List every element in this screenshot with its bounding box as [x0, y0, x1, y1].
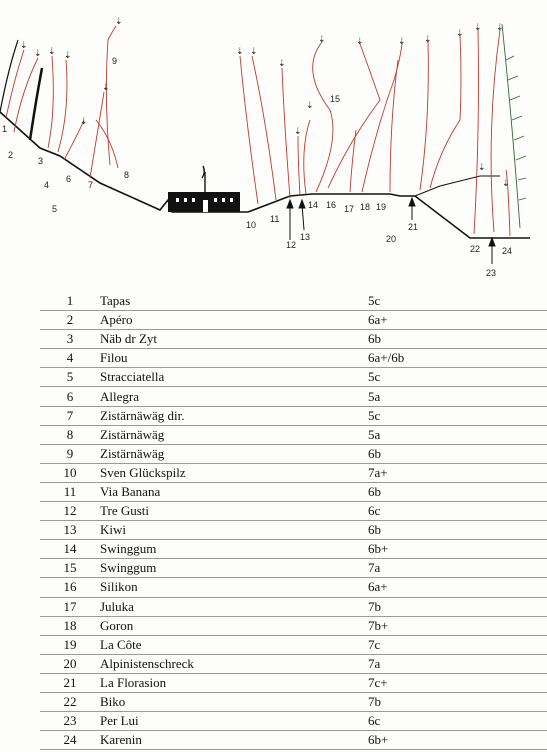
route-line-21 — [430, 36, 461, 188]
route-number: 10 — [40, 463, 100, 482]
route-grade: 6a+ — [368, 578, 547, 597]
topo-label-1: 1 — [2, 124, 8, 134]
route-name: Goron — [100, 616, 368, 635]
route-name: Zistärnäwäg dir. — [100, 406, 368, 425]
route-number: 12 — [40, 502, 100, 521]
route-line-6 — [64, 120, 84, 160]
route-name: Swinggum — [100, 559, 368, 578]
route-name: Apéro — [100, 311, 368, 330]
topo-label-20: 20 — [386, 234, 397, 244]
route-grade: 6b — [368, 330, 547, 349]
route-line-14 — [304, 120, 310, 194]
route-row — [40, 463, 547, 482]
svg-text:⇣: ⇣ — [64, 50, 72, 60]
route-row — [40, 521, 547, 540]
route-grade: 7a — [368, 654, 547, 673]
route-row — [40, 330, 547, 349]
route-name: Tre Gusti — [100, 502, 368, 521]
svg-text:⇣: ⇣ — [318, 34, 326, 44]
svg-text:⇣: ⇣ — [115, 16, 123, 26]
topo-label-18: 18 — [360, 202, 371, 212]
topo-label-13: 13 — [300, 232, 311, 242]
route-grade: 5c — [368, 292, 547, 311]
anchor-markers — [20, 16, 510, 188]
svg-text:⇣: ⇣ — [102, 82, 110, 92]
topo-label-8: 8 — [124, 170, 130, 180]
route-name: Swinggum — [100, 540, 368, 559]
route-name: Stracciatella — [100, 368, 368, 387]
route-name: La Florasion — [100, 673, 368, 692]
topo-label-4: 4 — [44, 180, 50, 190]
route-row — [40, 635, 547, 654]
route-line-7 — [90, 92, 104, 178]
route-number: 24 — [40, 731, 100, 750]
route-row — [40, 387, 547, 406]
route-grade: 5c — [368, 406, 547, 425]
route-number: 23 — [40, 712, 100, 731]
route-line-1 — [6, 50, 24, 118]
route-grade: 7a+ — [368, 463, 547, 482]
route-line-13 — [298, 136, 300, 196]
topo-label-9: 9 — [112, 56, 118, 66]
topo-label-16: 16 — [326, 200, 337, 210]
svg-text:⇣: ⇣ — [48, 46, 56, 56]
route-name: Sven Glückspilz — [100, 463, 368, 482]
route-name: La Côte — [100, 635, 368, 654]
route-line-12 — [282, 68, 290, 198]
route-row — [40, 311, 547, 330]
svg-text:⇣: ⇣ — [398, 36, 406, 46]
route-number: 13 — [40, 521, 100, 540]
route-grade: 6c — [368, 712, 547, 731]
svg-text:⇣: ⇣ — [34, 48, 42, 58]
right-ledge-line — [415, 176, 500, 196]
svg-text:⇣: ⇣ — [20, 40, 28, 50]
route-grade: 5c — [368, 368, 547, 387]
topo-label-24: 24 — [502, 246, 513, 256]
route-line-20 — [420, 42, 428, 190]
route-table-body — [40, 292, 547, 750]
route-number: 15 — [40, 559, 100, 578]
route-grade: 6c — [368, 502, 547, 521]
route-grade: 6b — [368, 521, 547, 540]
svg-text:⇣: ⇣ — [80, 116, 88, 126]
route-number: 9 — [40, 444, 100, 463]
route-number: 20 — [40, 654, 100, 673]
route-line-2 — [14, 58, 38, 132]
svg-text:⇣: ⇣ — [502, 178, 510, 188]
route-number-labels — [2, 56, 512, 278]
route-line-10 — [240, 56, 258, 204]
route-name: Zistärnäwäg — [100, 425, 368, 444]
route-name: Per Lui — [100, 712, 368, 731]
route-row — [40, 654, 547, 673]
route-name: Zistärnäwäg — [100, 444, 368, 463]
route-number: 19 — [40, 635, 100, 654]
svg-text:⇣: ⇣ — [306, 100, 314, 110]
route-number: 5 — [40, 368, 100, 387]
route-grade: 5a — [368, 425, 547, 444]
route-name: Filou — [100, 349, 368, 368]
svg-text:⇣: ⇣ — [356, 36, 364, 46]
route-grade: 6a+/6b — [368, 349, 547, 368]
route-number: 21 — [40, 673, 100, 692]
route-line-17 — [350, 130, 356, 192]
route-row — [40, 368, 547, 387]
route-row — [40, 292, 547, 311]
topo-diagram — [0, 0, 547, 290]
route-grade: 7b — [368, 692, 547, 711]
route-row — [40, 444, 547, 463]
route-line-15 — [313, 42, 333, 192]
svg-text:⇣: ⇣ — [278, 58, 286, 68]
topo-label-21: 21 — [408, 222, 419, 232]
left-arete-line — [30, 68, 42, 140]
route-row — [40, 559, 547, 578]
route-row — [40, 349, 547, 368]
route-grade: 7b+ — [368, 616, 547, 635]
topo-label-15: 15 — [330, 94, 341, 104]
svg-text:⇣: ⇣ — [424, 34, 432, 44]
route-row — [40, 731, 547, 750]
route-number: 22 — [40, 692, 100, 711]
svg-text:⇣: ⇣ — [236, 46, 244, 56]
topo-label-14: 14 — [308, 200, 319, 210]
route-row — [40, 425, 547, 444]
route-number: 3 — [40, 330, 100, 349]
route-row — [40, 597, 547, 616]
svg-text:⇣: ⇣ — [496, 22, 504, 32]
tree-icon — [502, 24, 526, 228]
route-name: Karenin — [100, 731, 368, 750]
route-number: 6 — [40, 387, 100, 406]
route-number: 1 — [40, 292, 100, 311]
topo-label-17: 17 — [344, 204, 355, 214]
route-row — [40, 540, 547, 559]
route-name: Näb dr Zyt — [100, 330, 368, 349]
route-number: 2 — [40, 311, 100, 330]
topo-label-3: 3 — [38, 156, 44, 166]
route-line-4 — [48, 56, 53, 148]
svg-text:⇣: ⇣ — [456, 28, 464, 38]
route-row — [40, 692, 547, 711]
route-grade: 7c — [368, 635, 547, 654]
topo-label-6: 6 — [66, 174, 72, 184]
route-line-5 — [58, 60, 67, 152]
route-line-16 — [328, 44, 380, 188]
route-number: 18 — [40, 616, 100, 635]
start-arrows — [287, 198, 495, 264]
route-row — [40, 712, 547, 731]
route-number: 17 — [40, 597, 100, 616]
route-number: 14 — [40, 540, 100, 559]
route-line-9 — [106, 26, 116, 165]
route-name: Juluka — [100, 597, 368, 616]
topo-label-7: 7 — [88, 180, 94, 190]
route-number: 16 — [40, 578, 100, 597]
route-name: Kiwi — [100, 521, 368, 540]
route-number: 11 — [40, 482, 100, 501]
route-name: Biko — [100, 692, 368, 711]
route-grade: 7b — [368, 597, 547, 616]
route-lines — [6, 26, 510, 236]
route-line-23 — [491, 30, 500, 232]
route-grade: 6b — [368, 482, 547, 501]
route-grade: 7a — [368, 559, 547, 578]
svg-text:⇣: ⇣ — [250, 46, 258, 56]
route-grade: 6b+ — [368, 540, 547, 559]
route-grade: 7c+ — [368, 673, 547, 692]
route-table — [40, 292, 547, 750]
svg-text:⇣: ⇣ — [294, 126, 302, 136]
route-name: Tapas — [100, 292, 368, 311]
route-row — [40, 616, 547, 635]
topo-label-12: 12 — [286, 240, 297, 250]
route-row — [40, 482, 547, 501]
topo-label-19: 19 — [376, 202, 387, 212]
route-line-11 — [252, 56, 276, 200]
topo-label-2: 2 — [8, 150, 14, 160]
route-name: Allegra — [100, 387, 368, 406]
route-row — [40, 578, 547, 597]
svg-text:⇣: ⇣ — [478, 162, 486, 172]
topo-label-10: 10 — [246, 220, 257, 230]
route-number: 8 — [40, 425, 100, 444]
route-line-22 — [474, 30, 479, 234]
topo-label-22: 22 — [470, 244, 481, 254]
route-number: 7 — [40, 406, 100, 425]
topo-label-23: 23 — [486, 268, 497, 278]
topo-label-5: 5 — [52, 204, 58, 214]
chimney-smoke-icon — [202, 166, 205, 192]
route-grade: 6a+ — [368, 311, 547, 330]
route-row — [40, 406, 547, 425]
route-number: 4 — [40, 349, 100, 368]
route-name: Via Banana — [100, 482, 368, 501]
route-row — [40, 673, 547, 692]
route-grade: 5a — [368, 387, 547, 406]
route-name: Silikon — [100, 578, 368, 597]
route-row — [40, 502, 547, 521]
svg-text:⇣: ⇣ — [474, 22, 482, 32]
route-name: Alpinistenschreck — [100, 654, 368, 673]
route-grade: 6b+ — [368, 731, 547, 750]
route-grade: 6b — [368, 444, 547, 463]
topo-label-11: 11 — [270, 214, 280, 224]
